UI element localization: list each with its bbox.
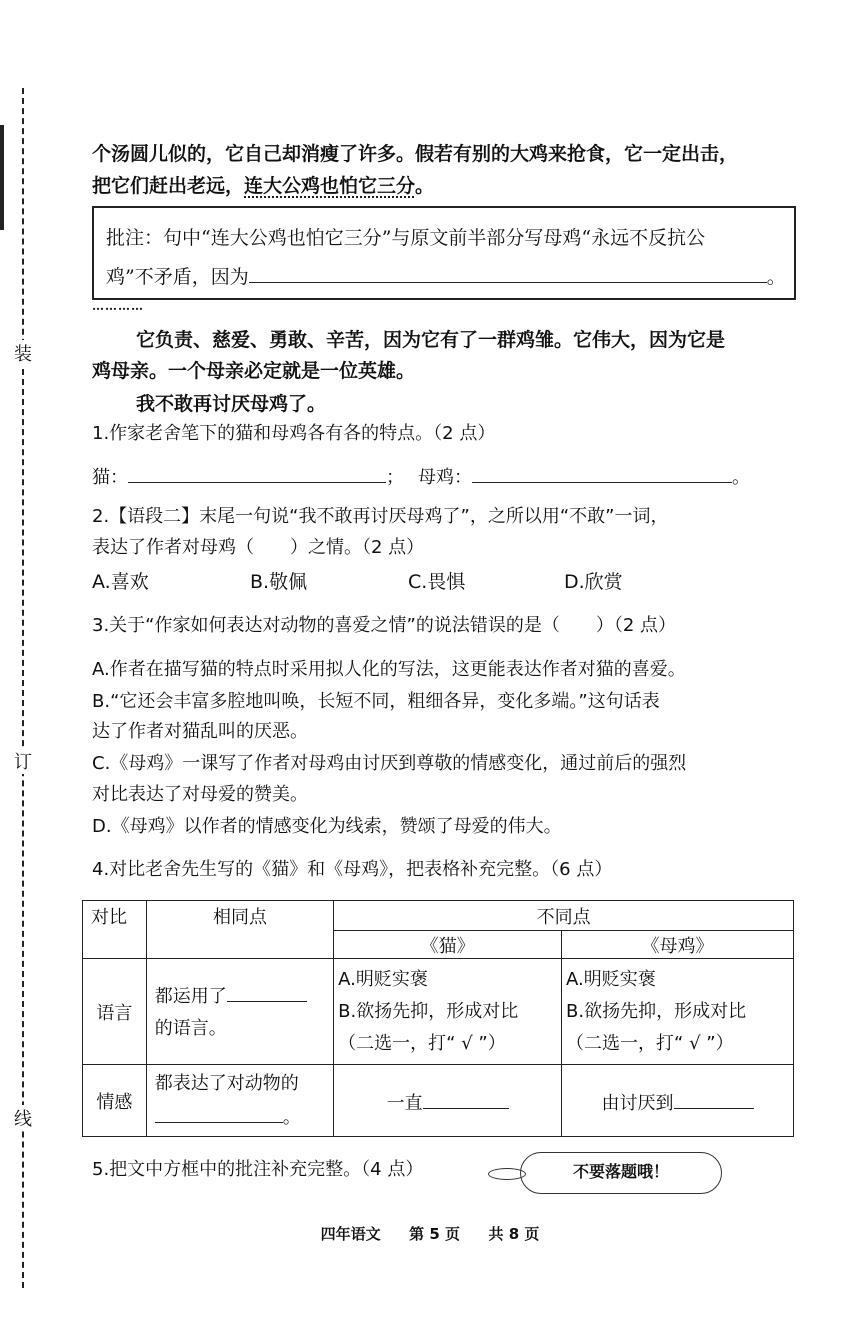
cat-choice-note: （二选一，打“ √ ”） (338, 1032, 506, 1054)
q2-option-a[interactable]: A.喜欢 (92, 571, 149, 593)
reminder-speech-bubble: 不要落题哦！ (520, 1152, 722, 1194)
paragraph-1-line-1: 它负责、慈爱、勇敢、辛苦，因为它有了一群鸡雏。它伟大，因为它是 (136, 329, 726, 351)
annotation-line-2-end: 。 (766, 266, 786, 288)
header-different: 不同点 (334, 901, 794, 931)
q2-option-d[interactable]: D.欣赏 (564, 571, 623, 593)
header-cat: 《猫》 (334, 931, 562, 959)
emotion-same-blank[interactable] (155, 1100, 283, 1123)
language-cat-cell (334, 959, 562, 1065)
q3-option-c-line-1[interactable]: C.《母鸡》一课写了作者对母鸡由讨厌到尊敬的情感变化，通过前后的强烈 (92, 753, 687, 774)
emotion-same-cell (146, 1065, 333, 1137)
table-row-emotion (83, 1065, 794, 1137)
passage-line-1: 个汤圆儿似的，它自己却消瘦了许多。假若有别的大鸡来抢食，它一定出击， (92, 143, 739, 165)
language-same-cell (146, 959, 333, 1065)
q1-hen-label: 母鸡： (418, 467, 472, 488)
emotion-same-text-a: 都表达了对动物的 (154, 1072, 299, 1094)
language-hen-cell (562, 959, 794, 1065)
q2-option-c[interactable]: C.畏惧 (408, 571, 466, 593)
q3-option-c-line-2: 对比表达了对母爱的赞美。 (92, 784, 308, 805)
q3-option-b-line-2: 达了作者对猫乱叫的厌恶。 (92, 721, 308, 742)
footer-subject: 四年语文 (320, 1225, 381, 1243)
q1-separator: ； (386, 467, 404, 488)
emotion-cat-blank[interactable] (423, 1086, 509, 1109)
emotion-hen-text: 由讨厌到 (601, 1093, 674, 1114)
q1-cat-label: 猫： (92, 467, 128, 488)
hen-option-a[interactable]: A.明贬实褒 (566, 968, 656, 990)
q1-hen-blank[interactable] (472, 460, 732, 483)
question-1-stem: 1.作家老舍笔下的猫和母鸡各有各的特点。（2 点） (92, 423, 496, 444)
q3-option-a[interactable]: A.作者在描写猫的特点时采用拟人化的写法，这更能表达作者对猫的喜爱。 (92, 659, 686, 680)
dotted-sentence: 连大公鸡也怕它三分 (244, 175, 416, 197)
language-same-text-b: 的语言。 (154, 1017, 227, 1039)
question-2-line-1: 2.【语段二】末尾一句说“我不敢再讨厌母鸡了”，之所以用“不敢”一词， (92, 506, 669, 527)
annotation-line-2 (106, 260, 786, 291)
table-row-language (83, 959, 794, 1065)
language-same-blank[interactable] (227, 979, 307, 1002)
q2-option-b[interactable]: B.敬佩 (250, 571, 308, 593)
header-same: 相同点 (146, 901, 333, 959)
q1-cat-blank[interactable] (128, 460, 386, 483)
table-header-row (83, 901, 794, 931)
hen-choice-note: （二选一，打“ √ ”） (566, 1032, 734, 1054)
paragraph-1-line-2: 鸡母亲。一个母亲必定就是一位英雄。 (92, 360, 416, 382)
binding-label-zhuang: 装 (8, 340, 38, 366)
question-2-options (92, 568, 792, 598)
header-compare: 对比 (83, 901, 147, 959)
footer-page-number: 第 5 页 (409, 1225, 460, 1243)
binding-label-xian: 线 (8, 1105, 38, 1131)
emotion-same-text-b: 。 (282, 1106, 301, 1128)
hen-option-b[interactable]: B.欲扬先抑，形成对比 (566, 1000, 747, 1022)
q1-end: 。 (732, 467, 750, 488)
emotion-cat-cell (334, 1065, 562, 1137)
annotation-answer-blank[interactable] (249, 260, 767, 283)
row-label-language: 语言 (83, 959, 147, 1065)
q3-option-d[interactable]: D.《母鸡》以作者的情感变化为线索，赞颂了母爱的伟大。 (92, 816, 562, 837)
emotion-hen-blank[interactable] (674, 1086, 754, 1109)
cat-option-b[interactable]: B.欲扬先抑，形成对比 (338, 1000, 519, 1022)
question-1-answers (92, 460, 750, 492)
question-5-stem: 5.把文中方框中的批注补充完整。（4 点） (92, 1159, 424, 1180)
comparison-table (82, 900, 794, 1137)
binding-label-ding: 订 (8, 748, 38, 774)
q3-option-b-line-1[interactable]: B.“它还会丰富多腔地叫唤，长短不同，粗细各异，变化多端。”这句话表 (92, 691, 660, 712)
row-label-emotion: 情感 (83, 1065, 147, 1137)
page-footer (0, 1223, 860, 1244)
footer-total-pages: 共 8 页 (488, 1225, 540, 1243)
scan-edge-mark (0, 125, 4, 230)
passage-line-2 (92, 172, 434, 200)
annotation-box (92, 206, 796, 300)
header-hen: 《母鸡》 (562, 931, 794, 959)
passage-line-2-end: 。 (415, 175, 435, 197)
cat-option-a[interactable]: A.明贬实褒 (338, 968, 428, 990)
question-4-stem: 4.对比老舍先生写的《猫》和《母鸡》，把表格补充完整。（6 点） (92, 859, 613, 880)
question-3-stem: 3.关于“作家如何表达对动物的喜爱之情”的说法错误的是（ ）（2 点） (92, 615, 676, 636)
emotion-hen-cell (562, 1065, 794, 1137)
ellipsis: ………… (92, 299, 144, 313)
question-2-line-2: 表达了作者对母鸡（ ）之情。（2 点） (92, 537, 425, 558)
emotion-cat-text: 一直 (386, 1093, 423, 1114)
language-same-text-a: 都运用了 (154, 985, 227, 1007)
paragraph-2: 我不敢再讨厌母鸡了。 (136, 393, 327, 415)
passage-line-2-start: 把它们赶出老远， (92, 175, 245, 197)
annotation-line-1: 批注：句中“连大公鸡也怕它三分”与原文前半部分写母鸡“永远不反抗公 (106, 227, 706, 249)
annotation-line-2-text: 鸡”不矛盾，因为 (106, 266, 249, 288)
